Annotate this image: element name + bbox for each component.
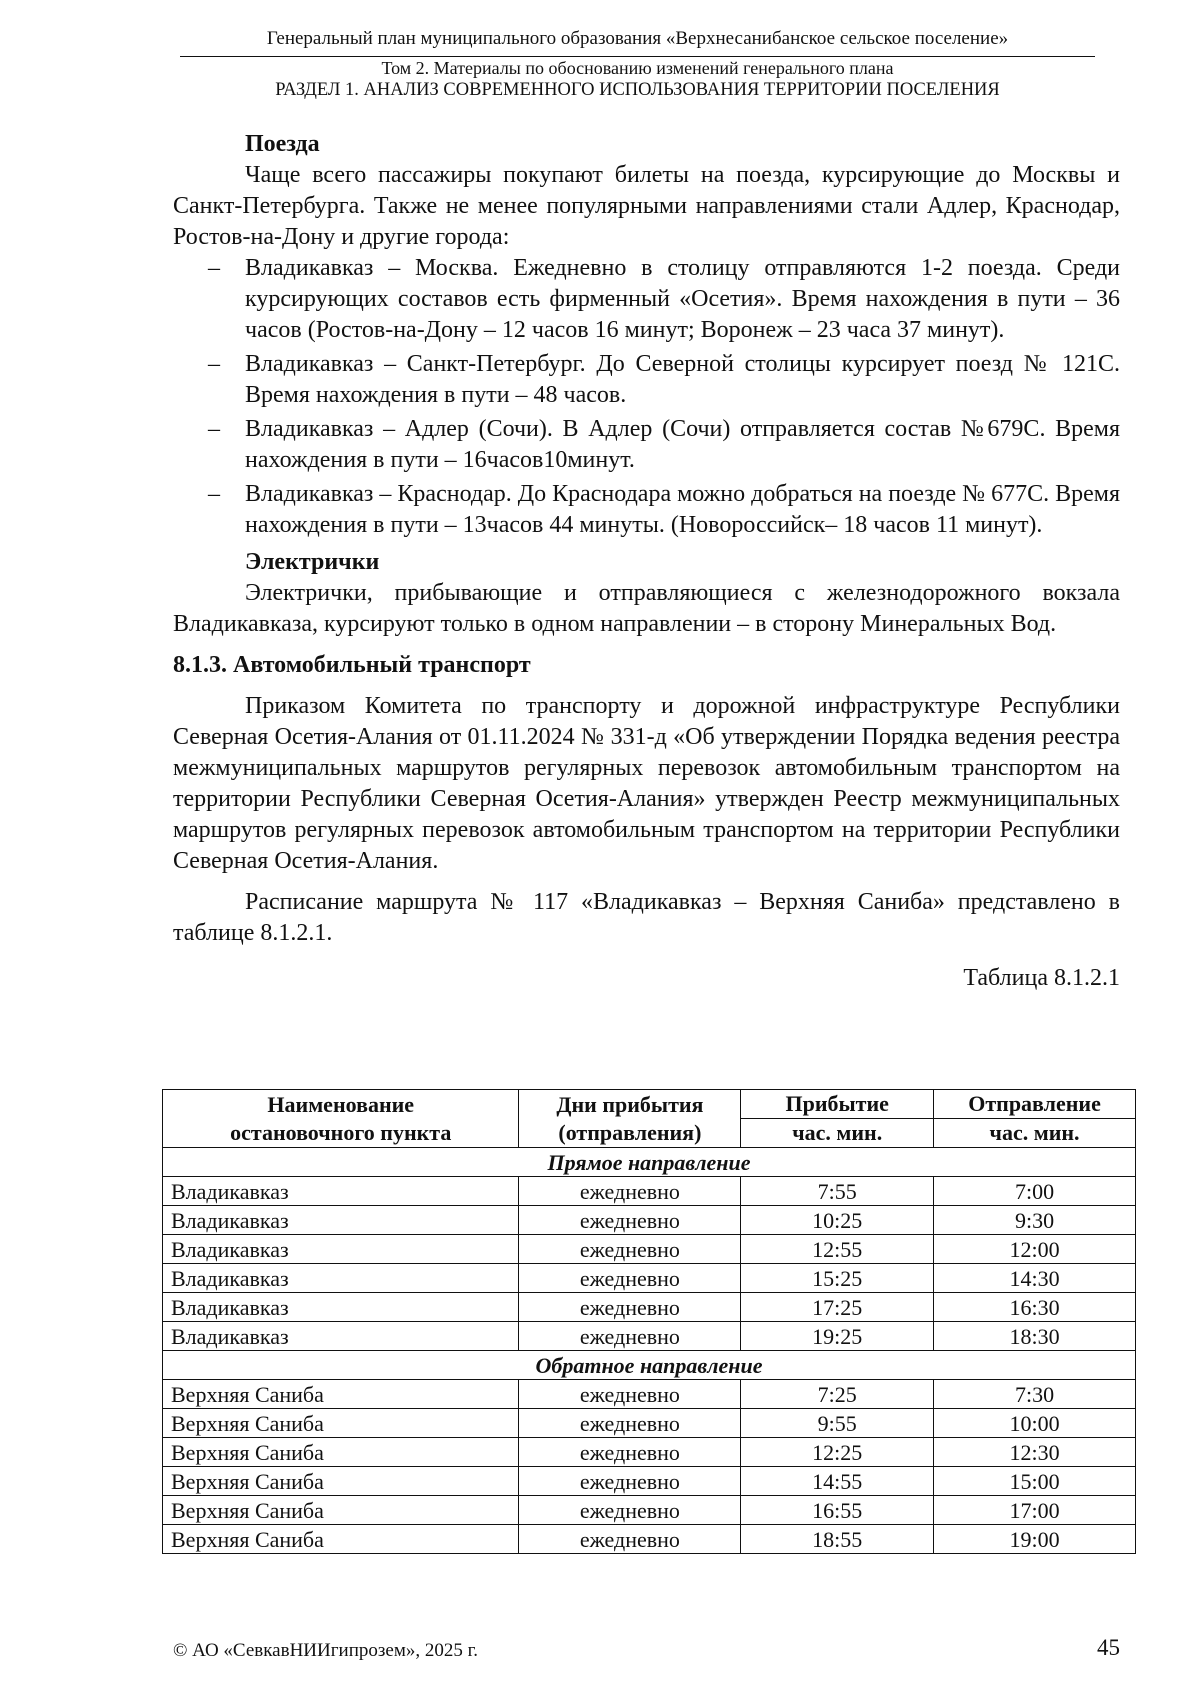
schedule-table bbox=[162, 1089, 1136, 1554]
auto-paragraph-1: Приказом Комитета по транспорту и дорожной инфраструктуре Республики Северная Осетия-Алания от 01.11.2024 № 331-д «Об утверждении Порядка ведения реестра межмуниципальных маршрутов регулярных перевозок автомобильным транспортом на территории Республики Северная Осетия-Алания» утвержден Реестр межмуниципальных маршрутов регулярных перевозок автомобильным транспортом на территории Республики Северная Осетия-Алания. bbox=[173, 693, 1120, 874]
table-row: Верхняя Саниба ежедневно 18:55 19:00 bbox=[163, 1525, 1136, 1554]
trains-list bbox=[173, 253, 1120, 541]
table-row: Верхняя Саниба ежедневно 7:25 7:30 bbox=[163, 1380, 1136, 1409]
electric-text: Электрички, прибывающие и отправляющиеся с железнодорожного вокзала Владикавказа, курсируют только в одном направлении – в сторону Минеральных Вод. bbox=[173, 580, 1120, 637]
page-footer bbox=[173, 1635, 1120, 1662]
table-row: Владикавказ ежедневно 10:25 9:30 bbox=[163, 1206, 1136, 1235]
list-item: – Владикавказ – Краснодар. До Краснодара можно добраться на поезде № 677С. Время нахождения в пути – 13часов 44 минуты. (Новороссийск– 18 часов 11 минут). bbox=[173, 479, 1120, 541]
trains-intro: Чаще всего пассажиры покупают билеты на поезда, курсирующие до Москвы и Санкт-Петербурга. Также не менее популярными направлениями стали Адлер, Краснодар, Ростов-на-Дону и другие города: bbox=[173, 162, 1120, 250]
header-volume: Том 2. Материалы по обоснованию изменений генерального плана bbox=[381, 58, 894, 78]
footer-copyright: © АО «СевкавНИИгипрозем», 2025 г. bbox=[173, 1640, 478, 1661]
section-return: Обратное направление bbox=[163, 1351, 1136, 1380]
table-row: Владикавказ ежедневно 12:55 12:00 bbox=[163, 1235, 1136, 1264]
table-row: Верхняя Саниба ежедневно 16:55 17:00 bbox=[163, 1496, 1136, 1525]
main-content bbox=[173, 129, 1120, 994]
col-header-departure-unit: час. мин. bbox=[934, 1119, 1136, 1148]
table-row: Владикавказ ежедневно 7:55 7:00 bbox=[163, 1177, 1136, 1206]
section-forward: Прямое направление bbox=[163, 1148, 1136, 1177]
list-item: – Владикавказ – Санкт-Петербург. До Северной столицы курсирует поезд № 121С. Время нахождения в пути – 48 часов. bbox=[173, 349, 1120, 411]
header-divider bbox=[180, 56, 1095, 57]
page-number: 45 bbox=[1097, 1635, 1120, 1660]
auto-paragraph-2: Расписание маршрута № 117 «Владикавказ – Верхняя Саниба» представлено в таблице 8.1.2.1. bbox=[173, 889, 1120, 946]
col-header-departure: Отправление bbox=[934, 1090, 1136, 1119]
table-row: Верхняя Саниба ежедневно 12:25 12:30 bbox=[163, 1438, 1136, 1467]
col-header-arrival: Прибытие bbox=[741, 1090, 934, 1119]
list-item: – Владикавказ – Адлер (Сочи). В Адлер (Сочи) отправляется состав №679С. Время нахождения в пути – 16часов10минут. bbox=[173, 414, 1120, 476]
table-row: Владикавказ ежедневно 17:25 16:30 bbox=[163, 1293, 1136, 1322]
table-row: Верхняя Саниба ежедневно 14:55 15:00 bbox=[163, 1467, 1136, 1496]
trains-heading: Поезда bbox=[245, 131, 320, 157]
col-header-days: Дни прибытия (отправления) bbox=[519, 1090, 741, 1148]
col-header-stop: Наименование остановочного пункта bbox=[163, 1090, 519, 1148]
header-section: РАЗДЕЛ 1. АНАЛИЗ СОВРЕМЕННОГО ИСПОЛЬЗОВАНИЯ ТЕРРИТОРИИ ПОСЕЛЕНИЯ bbox=[275, 80, 1000, 100]
col-header-arrival-unit: час. мин. bbox=[741, 1119, 934, 1148]
header-title: Генеральный план муниципального образования «Верхнесанибанское сельское поселение» bbox=[266, 28, 1009, 49]
table-row: Владикавказ ежедневно 19:25 18:30 bbox=[163, 1322, 1136, 1351]
table-row: Владикавказ ежедневно 15:25 14:30 bbox=[163, 1264, 1136, 1293]
electric-heading: Электрички bbox=[245, 549, 380, 575]
list-item: – Владикавказ – Москва. Ежедневно в столицу отправляются 1-2 поезда. Среди курсирующих составов есть фирменный «Осетия». Время нахождения в пути – 36 часов (Ростов-на-Дону – 12 часов 16 минут; Воронеж – 23 часа 37 минут). bbox=[173, 253, 1120, 346]
table-row: Верхняя Саниба ежедневно 9:55 10:00 bbox=[163, 1409, 1136, 1438]
auto-heading: 8.1.3. Автомобильный транспорт bbox=[173, 652, 531, 678]
table-caption: Таблица 8.1.2.1 bbox=[963, 965, 1120, 991]
